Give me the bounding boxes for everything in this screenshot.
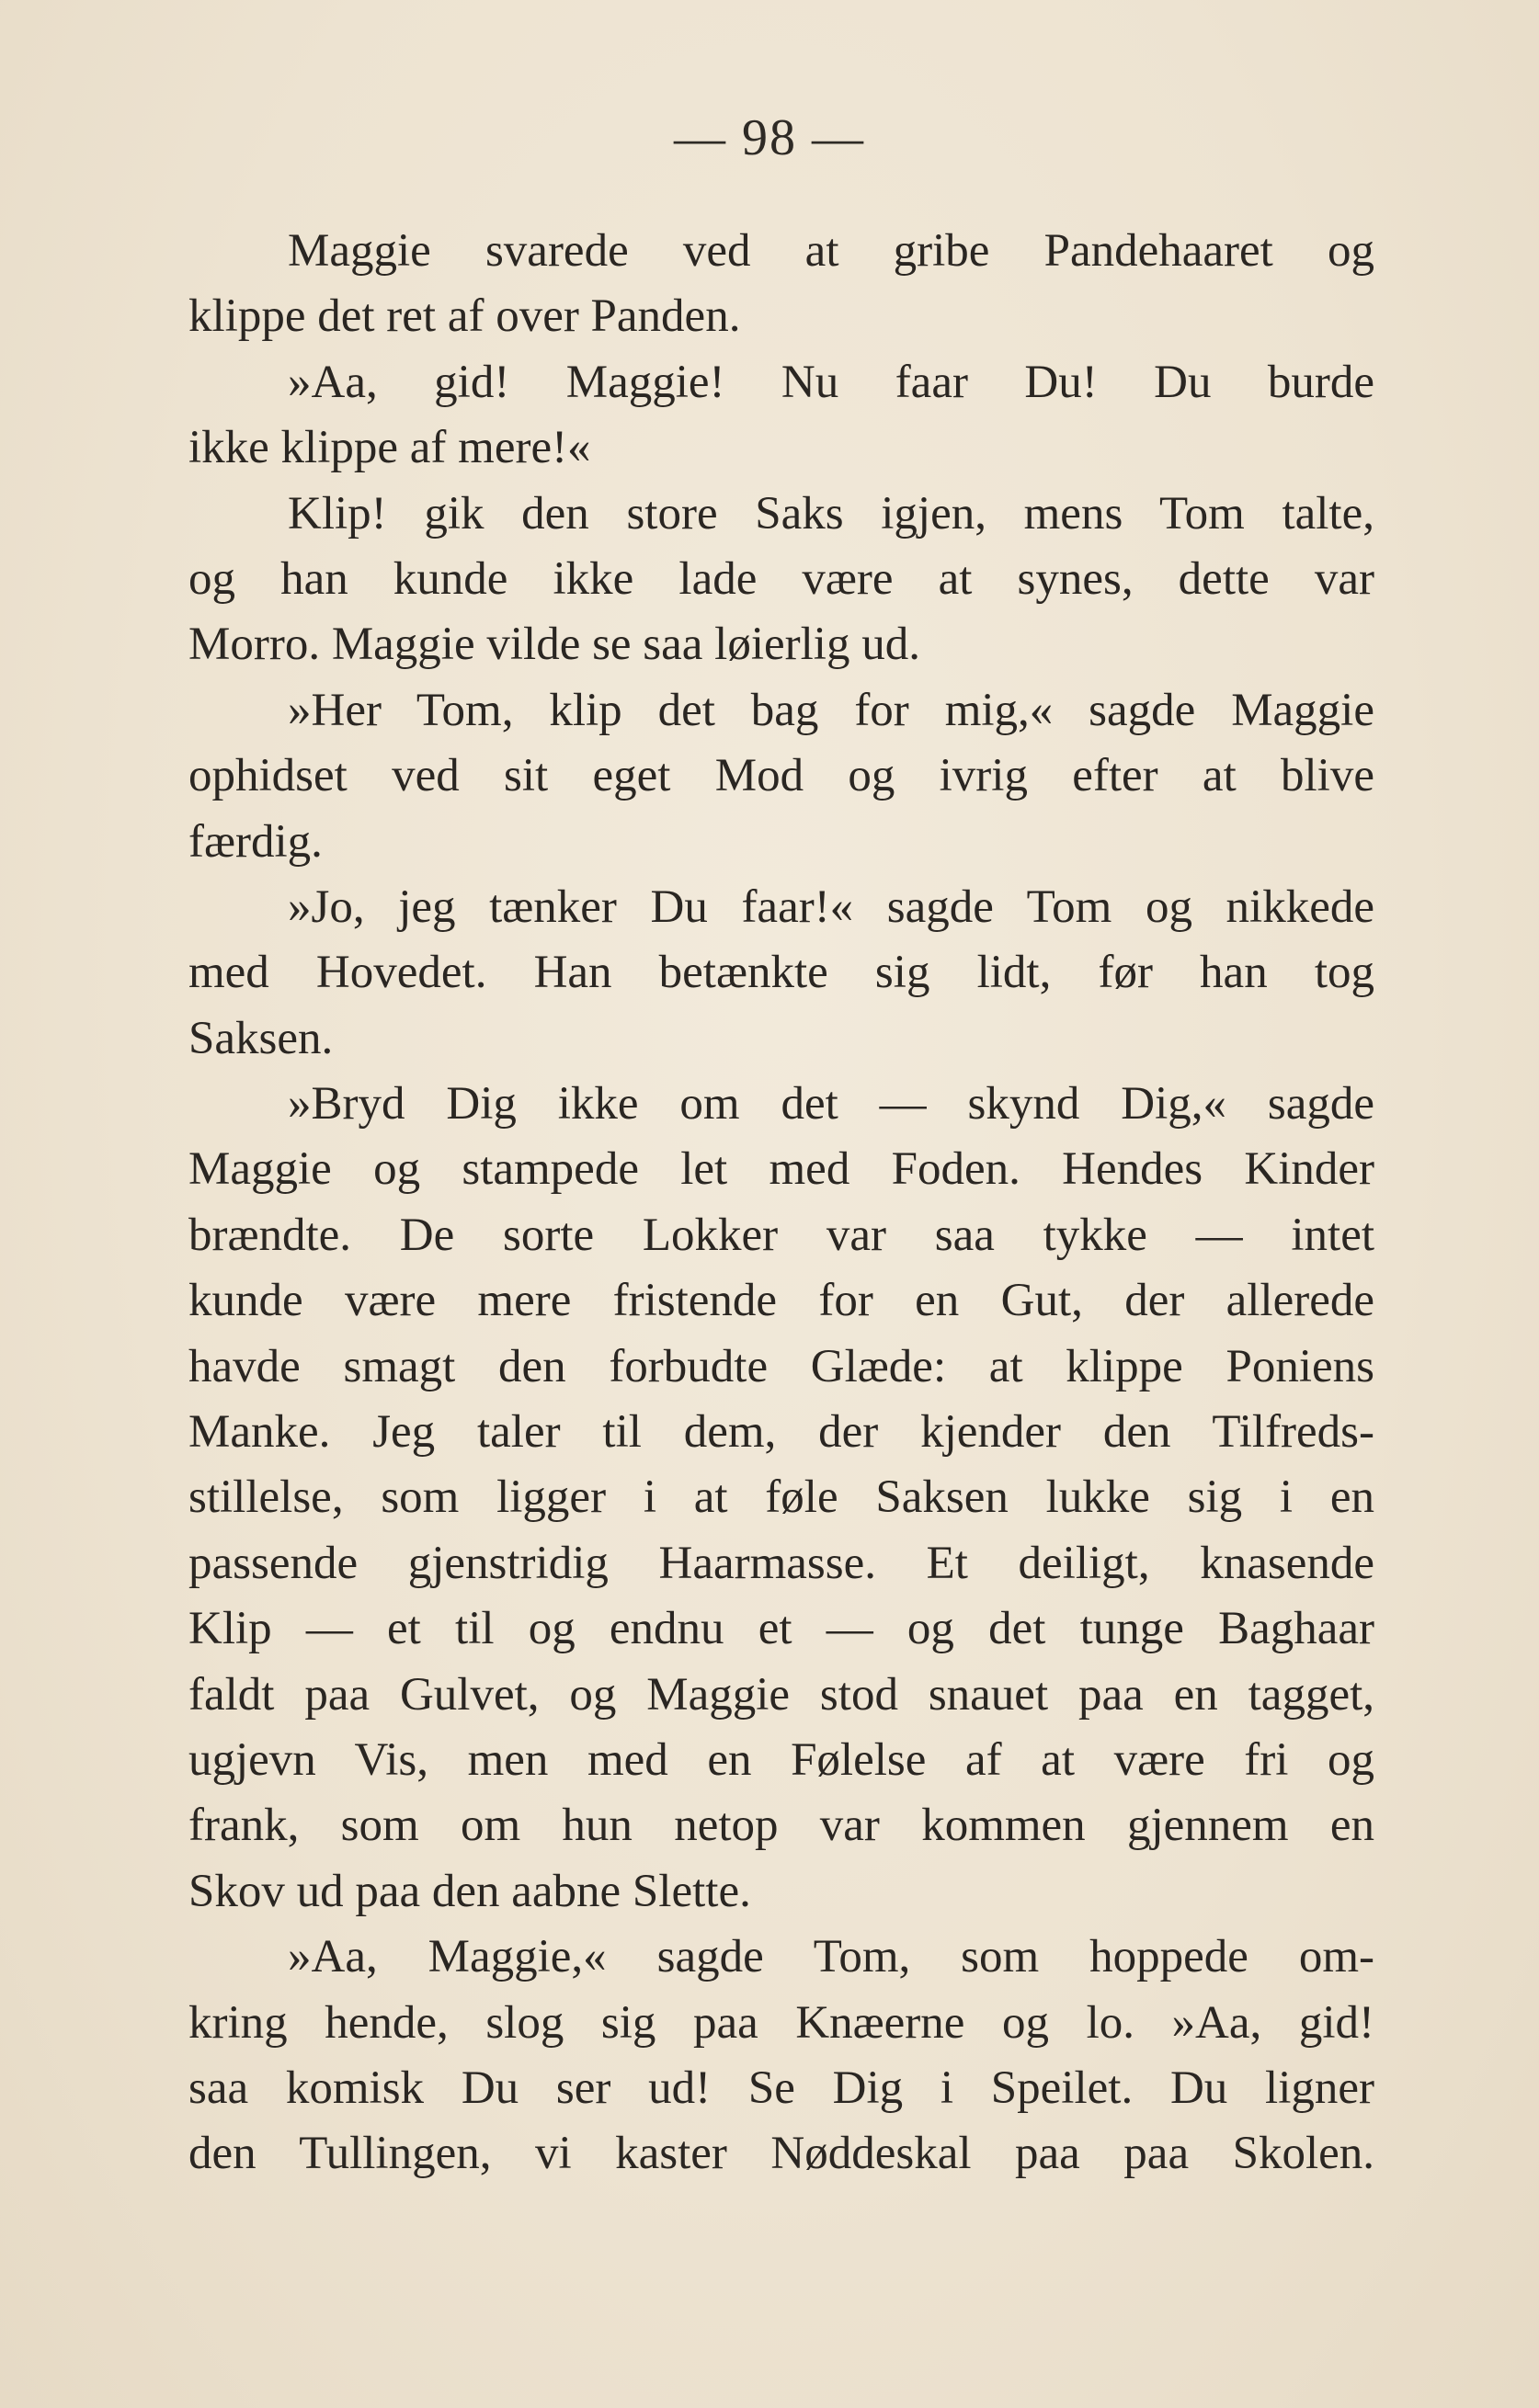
text-line: Skov ud paa den aabne Slette.: [188, 1865, 751, 1917]
text-line: Klip — et til og endnu et — og det tunge Baghaar: [188, 1603, 1374, 1655]
page-number: — 98 —: [674, 109, 865, 166]
text-line: havde smagt den forbudte Glæde: at klippe Poniens: [188, 1340, 1374, 1392]
text-line: kring hende, slog sig paa Knæerne og lo. »Aa, gid!: [188, 1996, 1374, 2049]
text-line: Morro. Maggie vilde se saa løierlig ud.: [188, 619, 920, 671]
text-line: og han kunde ikke lade være at synes, dette var: [188, 552, 1374, 605]
text-line: Saksen.: [188, 1012, 334, 1064]
text-line: færdig.: [188, 815, 323, 868]
text-line: »Jo, jeg tænker Du faar!« sagde Tom og nikkede: [288, 880, 1374, 933]
text-line: den Tullingen, vi kaster Nøddeskal paa paa Skolen.: [188, 2128, 1374, 2180]
text-line: ophidset ved sit eget Mod og ivrig efter at blive: [188, 750, 1374, 802]
text-line: ugjevn Vis, men med en Følelse af at være fri og: [188, 1733, 1374, 1786]
text-line: »Aa, gid! Maggie! Nu faar Du! Du burde: [288, 356, 1374, 408]
text-line: klippe det ret af over Panden.: [188, 290, 741, 343]
text-line: med Hovedet. Han betænkte sig lidt, før han tog: [188, 947, 1374, 999]
text-line: saa komisk Du ser ud! Se Dig i Speilet. Du ligner: [188, 2062, 1374, 2114]
text-line: Klip! gik den store Saks igjen, mens Tom talte,: [288, 487, 1374, 540]
text-line: Maggie og stampede let med Foden. Hendes Kinder: [188, 1143, 1374, 1196]
text-line: Manke. Jeg taler til dem, der kjender den Tilfreds-: [188, 1406, 1374, 1459]
text-line: »Aa, Maggie,« sagde Tom, som hoppede om-: [288, 1931, 1374, 1983]
text-line: brændte. De sorte Lokker var saa tykke — intet: [188, 1209, 1374, 1261]
text-line: faldt paa Gulvet, og Maggie stod snauet paa en tagget,: [188, 1668, 1374, 1721]
text-line: stillelse, som ligger i at føle Saksen lukke sig i en: [188, 1471, 1374, 1524]
text-line: »Her Tom, klip det bag for mig,« sagde Maggie: [288, 684, 1374, 736]
text-line: Maggie svarede ved at gribe Pandehaaret og: [288, 225, 1374, 277]
text-line: »Bryd Dig ikke om det — skynd Dig,« sagde: [288, 1078, 1374, 1130]
text-line: passende gjenstridig Haarmasse. Et deiligt, knasende: [188, 1537, 1374, 1589]
text-line: frank, som om hun netop var kommen gjennem en: [188, 1800, 1374, 1852]
text-line: kunde være mere fristende for en Gut, der allerede: [188, 1275, 1374, 1327]
body-text: [188, 219, 1374, 2187]
text-line: ikke klippe af mere!«: [188, 422, 591, 474]
